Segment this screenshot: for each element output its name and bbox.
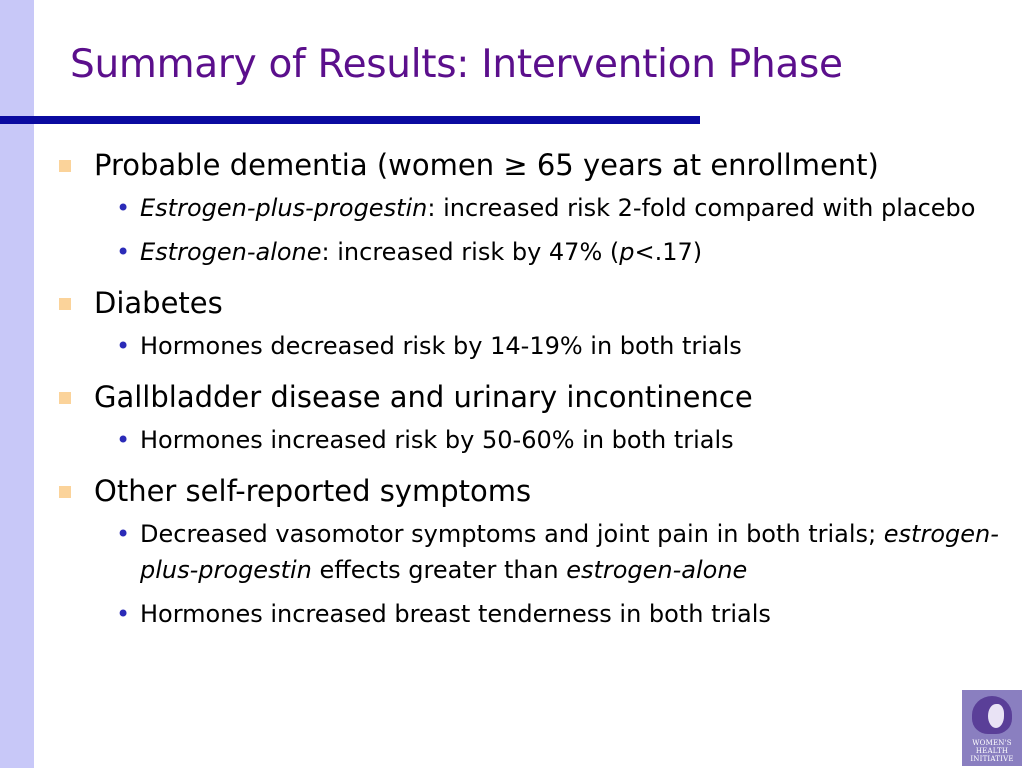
bullet-heading-text: Gallbladder disease and urinary incontinence <box>94 380 753 414</box>
bullet-heading-text: Probable dementia (women ≥ 65 years at enrollment) <box>94 148 879 182</box>
bullet-list <box>56 146 1006 646</box>
sub-bullet-list <box>56 422 1006 458</box>
sub-bullet-text: <.17) <box>634 238 703 266</box>
sub-bullet-text: Hormones decreased risk by 14-19% in both trials <box>140 332 742 360</box>
sub-bullet-item <box>112 596 1006 632</box>
bullet-item <box>56 146 1006 270</box>
italic-text: Estrogen-alone <box>140 238 322 266</box>
italic-text: Estrogen-plus-progestin <box>140 194 428 222</box>
round-bullet-icon: • <box>116 238 131 266</box>
sub-bullet-list <box>56 516 1006 632</box>
logo-face-icon <box>988 704 1004 728</box>
sub-bullet-item <box>112 328 1006 364</box>
bullet-heading <box>56 284 1006 322</box>
womens-health-initiative-logo <box>962 690 1022 766</box>
bullet-heading-text: Diabetes <box>94 286 223 320</box>
round-bullet-icon: • <box>116 426 131 454</box>
logo-text-line-3: INITIATIVE <box>970 755 1014 763</box>
square-bullet-icon <box>59 392 71 404</box>
round-bullet-icon: • <box>116 194 131 222</box>
sub-bullet-text: : increased risk 2-fold compared with placebo <box>427 194 976 222</box>
bullet-heading-text: Other self-reported symptoms <box>94 474 532 508</box>
bullet-heading <box>56 472 1006 510</box>
bullet-item <box>56 378 1006 458</box>
italic-text: estrogen-alone <box>566 556 748 584</box>
logo-text-line-1: WOMEN'S <box>972 739 1012 747</box>
round-bullet-icon: • <box>116 600 131 628</box>
italic-text: estrogen-plus-progestin <box>140 520 999 584</box>
bullet-item <box>56 472 1006 632</box>
round-bullet-icon: • <box>116 332 131 360</box>
sub-bullet-text: Hormones increased breast tenderness in both trials <box>140 600 771 628</box>
logo-text-line-2: HEALTH <box>975 747 1009 755</box>
sub-bullet-text: : increased risk by 47% ( <box>321 238 620 266</box>
bullet-item <box>56 284 1006 364</box>
sub-bullet-item <box>112 234 1006 270</box>
square-bullet-icon <box>59 160 71 172</box>
sub-bullet-list <box>56 190 1006 270</box>
square-bullet-icon <box>59 298 71 310</box>
italic-text: p <box>619 238 635 266</box>
bullet-heading <box>56 146 1006 184</box>
sub-bullet-item <box>112 422 1006 458</box>
bullet-heading <box>56 378 1006 416</box>
square-bullet-icon <box>59 486 71 498</box>
sub-bullet-item <box>112 516 1006 588</box>
sub-bullet-item <box>112 190 1006 226</box>
slide-title: Summary of Results: Intervention Phase <box>70 42 843 87</box>
sub-bullet-text: Decreased vasomotor symptoms and joint pain in both trials; <box>140 520 884 548</box>
sub-bullet-text: Hormones increased risk by 50-60% in both trials <box>140 426 734 454</box>
round-bullet-icon: • <box>116 520 131 548</box>
sub-bullet-list <box>56 328 1006 364</box>
title-underline-rule <box>0 116 700 124</box>
sub-bullet-text: effects greater than <box>311 556 567 584</box>
